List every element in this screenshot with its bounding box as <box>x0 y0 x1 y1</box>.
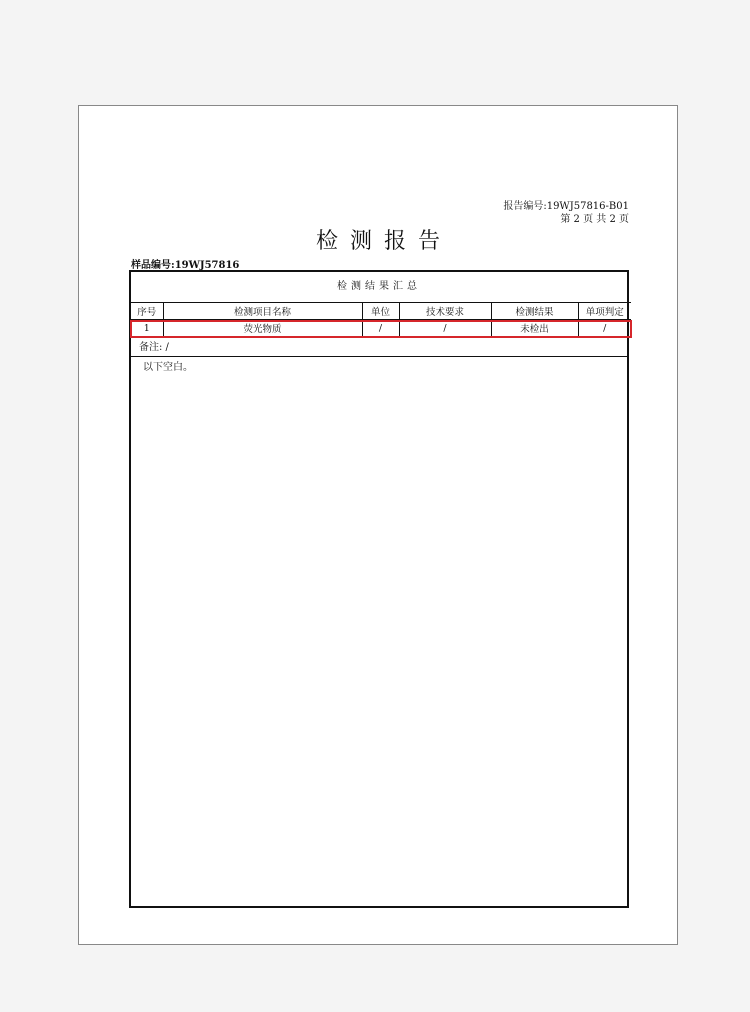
summary-title: 检测结果汇总 <box>131 272 627 303</box>
cell-requirement: / <box>399 320 491 337</box>
remarks: 备注: / <box>131 340 627 357</box>
cell-judgement: / <box>578 320 631 337</box>
summary-frame <box>129 270 629 908</box>
col-header-result: 检测结果 <box>491 303 578 320</box>
blank-note: 以下空白。 <box>143 362 193 373</box>
col-header-index: 序号 <box>131 303 163 320</box>
report-number-block <box>503 200 629 226</box>
report-page <box>78 105 678 945</box>
col-header-judgement: 单项判定 <box>578 303 631 320</box>
table-header-row <box>131 303 631 320</box>
sample-number: 样品编号:19WJ57816 <box>131 260 240 271</box>
cell-result: 未检出 <box>491 320 578 337</box>
col-header-item-name: 检测项目名称 <box>163 303 362 320</box>
page-info: 第 2 页 共 2 页 <box>560 214 629 225</box>
cell-item-name: 荧光物质 <box>163 320 362 337</box>
cell-index: 1 <box>131 320 163 337</box>
report-title: 检测报告 <box>315 229 452 254</box>
results-table <box>131 302 631 337</box>
table-row <box>131 320 631 337</box>
cell-unit: / <box>362 320 399 337</box>
col-header-unit: 单位 <box>362 303 399 320</box>
report-number: 报告编号:19WJ57816-B01 <box>503 201 629 212</box>
col-header-requirement: 技术要求 <box>399 303 491 320</box>
